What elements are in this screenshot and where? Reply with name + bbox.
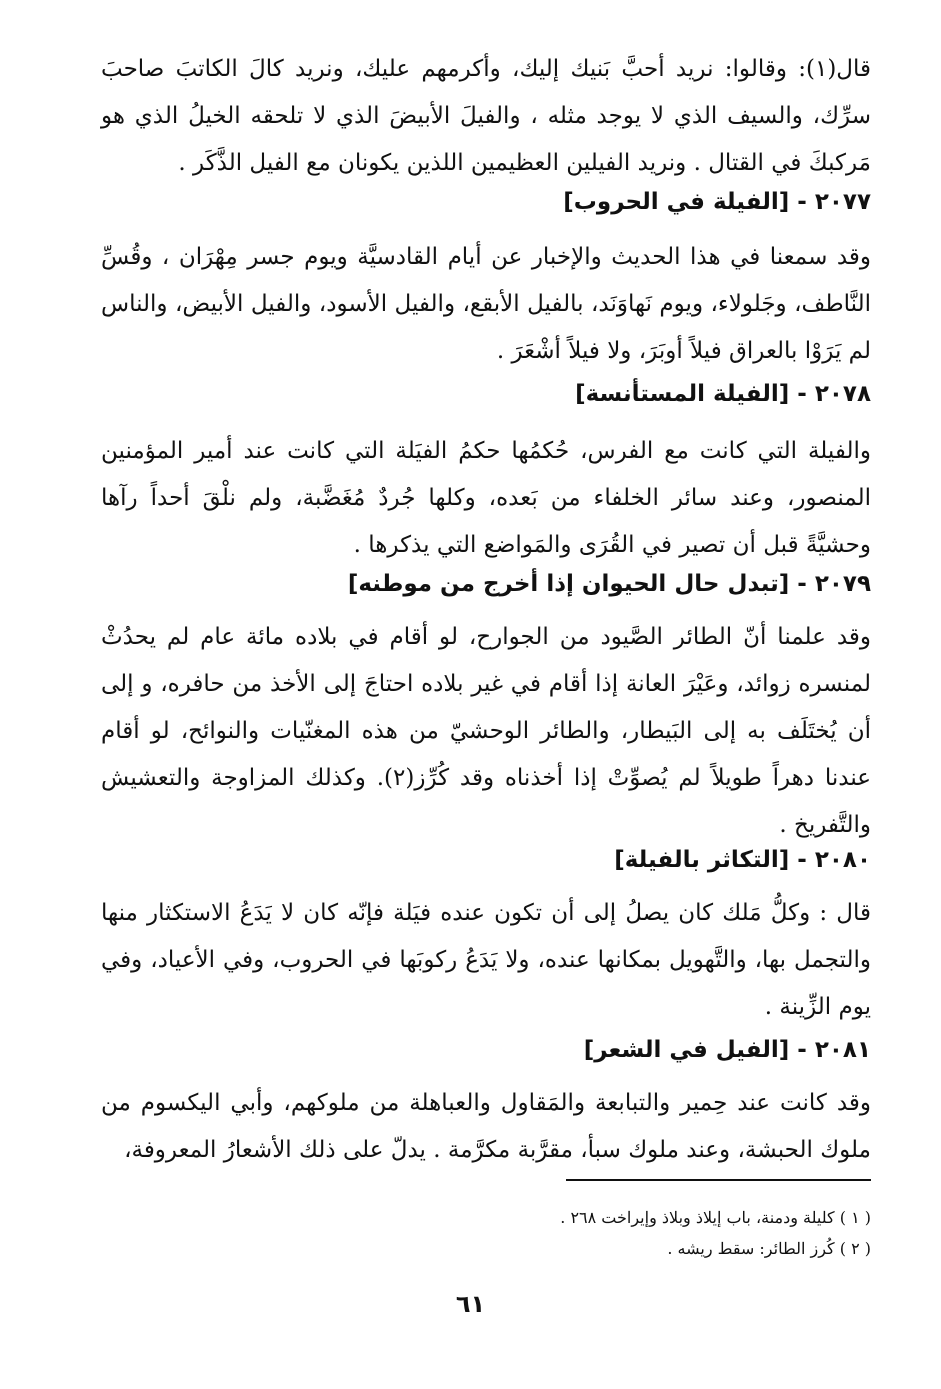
paragraph-2080 bbox=[101, 890, 871, 1031]
page-number: ٦١ bbox=[455, 1290, 486, 1318]
footnote-divider bbox=[566, 1179, 871, 1181]
body-text: والفيلة التي كانت مع الفرس، حُكمُها حكمُ الفيَلة التي كانت عند أمير المؤمنين المنصور، وعند سائر الخلفاء من بَعده، وكلها جُردٌ مُغَضَّبة، ولم نلْقَ أحداً رآها وحشيَّةً قبل أن تصير في القُرَى والمَواضع التي يذكرها . bbox=[101, 438, 871, 558]
body-text: قال(١): وقالوا: نريد أحبَّ بَنيك إليك، وأكرمهم عليك، ونريد كالَ الكاتبَ صاحبَ سرِّك، والسيف الذي لا يوجد مثله ، والفيلَ الأبيضَ الذي لا تلحقه الخيلُ الذي هو مَركبكَ في القتال . ونريد الفيلين العظيمين اللذين يكونان مع الفيل الذَّكَر . bbox=[101, 56, 871, 176]
section-2077 bbox=[101, 182, 871, 222]
section-2080 bbox=[101, 840, 871, 880]
section-2078 bbox=[101, 374, 871, 414]
paragraph-2081 bbox=[101, 1080, 871, 1174]
footnote-2: ( ٢ ) كُرز الطائر: سقط ريشه . bbox=[667, 1239, 871, 1258]
body-text: وقد علمنا أنّ الطائر الصَّيود من الجوارح، لو أقام في بلاده مائة عام لم يحدُثْ لمنسره زوائد، وعَيْرَ العانة إذا أقام في غير بلاده احتاجَ إلى الأخذ من حافره، و إلى أن يُختَلَف به إلى البَيطار، والطائر الوحشيّ من هذه المغنّيات والنوائح، لو أقام عندنا دهراً طويلاً لم يُصوِّتْ إذا أخذناه وقد كُرِّز(٢). وكذلك المزاوجة والتعشيش والتَّفريخ . bbox=[101, 624, 871, 838]
body-text: وقد كانت عند حِمير والتبابعة والمَقاول والعباهلة من ملوكهم، وأبي اليكسوم من ملوك الحبشة، وعند ملوك سبأ، مقرَّبة مكرَّمة . يدلّ على ذلك الأشعارُ المعروفة، bbox=[101, 1090, 872, 1163]
section-2081 bbox=[101, 1030, 871, 1070]
body-text: وقد سمعنا في هذا الحديث والإخبار عن أيام القادسيَّة ويوم جسر مِهْرَان ، وقُسِّ النَّاطف، وجَلولاء، ويوم نَهاوَنَد، بالفيل الأبقع، والفيل الأسود، والفيل الأبيض، والناس لم يَرَوْا بالعراق فيلاً أوبَرَ، ولا فيلاً أشْعَرَ . bbox=[101, 244, 871, 364]
paragraph-intro bbox=[101, 46, 871, 187]
paragraph-2078 bbox=[101, 428, 871, 569]
section-heading: ٢٠٧٩ - [تبدل حال الحيوان إذا أخرج من موطنه] bbox=[347, 571, 871, 597]
footnote-1: ( ١ ) كليلة ودمنة، باب إيلاذ وبلاذ وإيراخت ٢٦٨ . bbox=[560, 1208, 871, 1227]
section-2079 bbox=[101, 564, 871, 604]
section-heading: ٢٠٧٨ - [الفيلة المستأنسة] bbox=[575, 381, 871, 407]
section-heading: ٢٠٧٧ - [الفيلة في الحروب] bbox=[563, 189, 871, 215]
body-text: قال : وكلُّ مَلك كان يصلُ إلى أن تكون عنده فيَلة فإنّه كان لا يَدَعُ الاستكثار منها والتجمل بها، والتَّهويل بمكانها عنده، ولا يَدَعُ ركوبَها في الحروب، وفي الأعياد، وفي يوم الزِّينة . bbox=[101, 900, 871, 1020]
section-heading: ٢٠٨٠ - [التكاثر بالفيلة] bbox=[614, 847, 871, 873]
section-heading: ٢٠٨١ - [الفيل في الشعر] bbox=[583, 1037, 871, 1063]
paragraph-2077 bbox=[101, 234, 871, 375]
paragraph-2079 bbox=[101, 614, 871, 849]
